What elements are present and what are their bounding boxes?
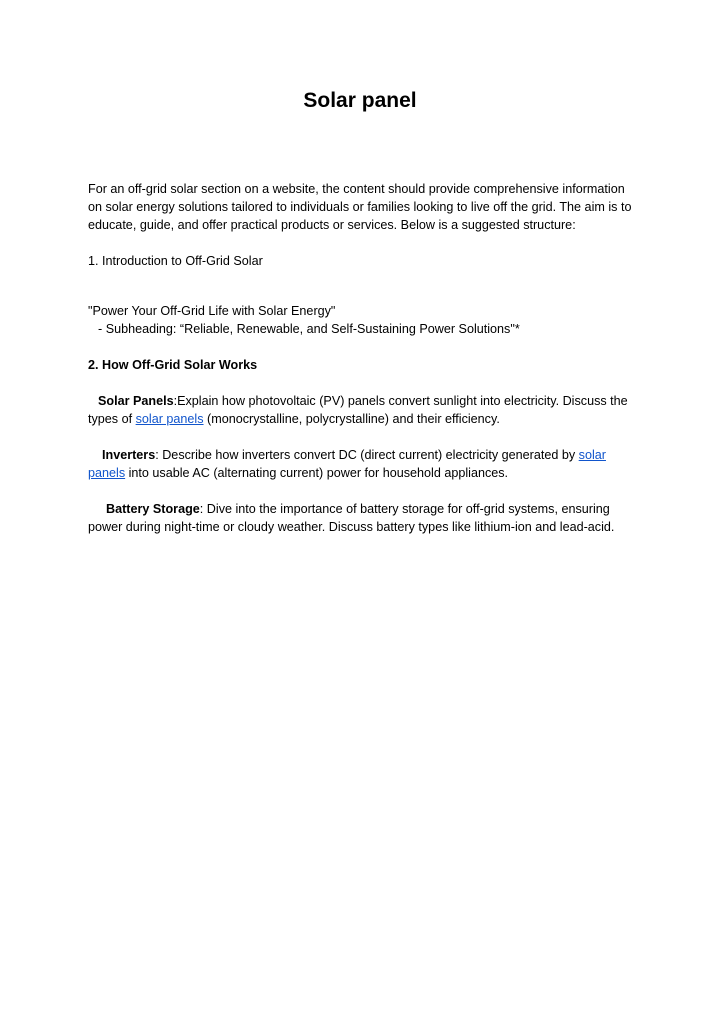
document-body: [88, 180, 634, 536]
subheading-line: - Subheading: “Reliable, Renewable, and Self-Sustaining Power Solutions"*: [98, 322, 520, 336]
spacer: [88, 428, 634, 446]
section-1-heading: 1. Introduction to Off-Grid Solar: [88, 254, 263, 268]
spacer: [88, 270, 634, 302]
solar-panels-text: :Explain how photovoltaic (PV) panels convert sunlight into electricity. Discuss the types of: [88, 394, 628, 426]
section-2-heading: 2. How Off-Grid Solar Works: [88, 358, 258, 372]
quote-line: "Power Your Off-Grid Life with Solar Energy": [88, 304, 336, 318]
spacer: [88, 374, 634, 392]
solar-panels-link[interactable]: solar panels: [135, 412, 204, 426]
inverters-paragraph: [88, 446, 634, 482]
solar-panels-paragraph: [88, 392, 634, 428]
battery-storage-text: : Dive into the importance of battery storage for off-grid systems, ensuring power during night-time or cloudy weather. Discuss battery types like lithium-ion and lead-acid.: [88, 502, 615, 534]
page-title: Solar panel: [303, 89, 417, 112]
battery-storage-label: Battery Storage: [106, 502, 200, 516]
inverters-label: Inverters: [102, 448, 156, 462]
intro-paragraph: For an off-grid solar section on a website, the content should provide comprehensive information on solar energy solutions tailored to individuals or families looking to live off the grid. The aim is to educate, guide, and offer practical products or services. Below is a suggested structure:: [88, 182, 632, 232]
solar-panels-label: Solar Panels: [98, 394, 174, 408]
inverters-solar-panels-link[interactable]: solar panels: [88, 448, 606, 480]
spacer: [88, 482, 634, 500]
spacer: [88, 338, 634, 356]
inverters-text: : Describe how inverters convert DC (direct current) electricity generated by: [155, 448, 579, 462]
solar-panels-text-end: (monocrystalline, polycrystalline) and their efficiency.: [203, 412, 500, 426]
spacer: [88, 234, 634, 252]
battery-storage-paragraph: [88, 500, 634, 536]
inverters-text-end: into usable AC (alternating current) power for household appliances.: [125, 466, 509, 480]
